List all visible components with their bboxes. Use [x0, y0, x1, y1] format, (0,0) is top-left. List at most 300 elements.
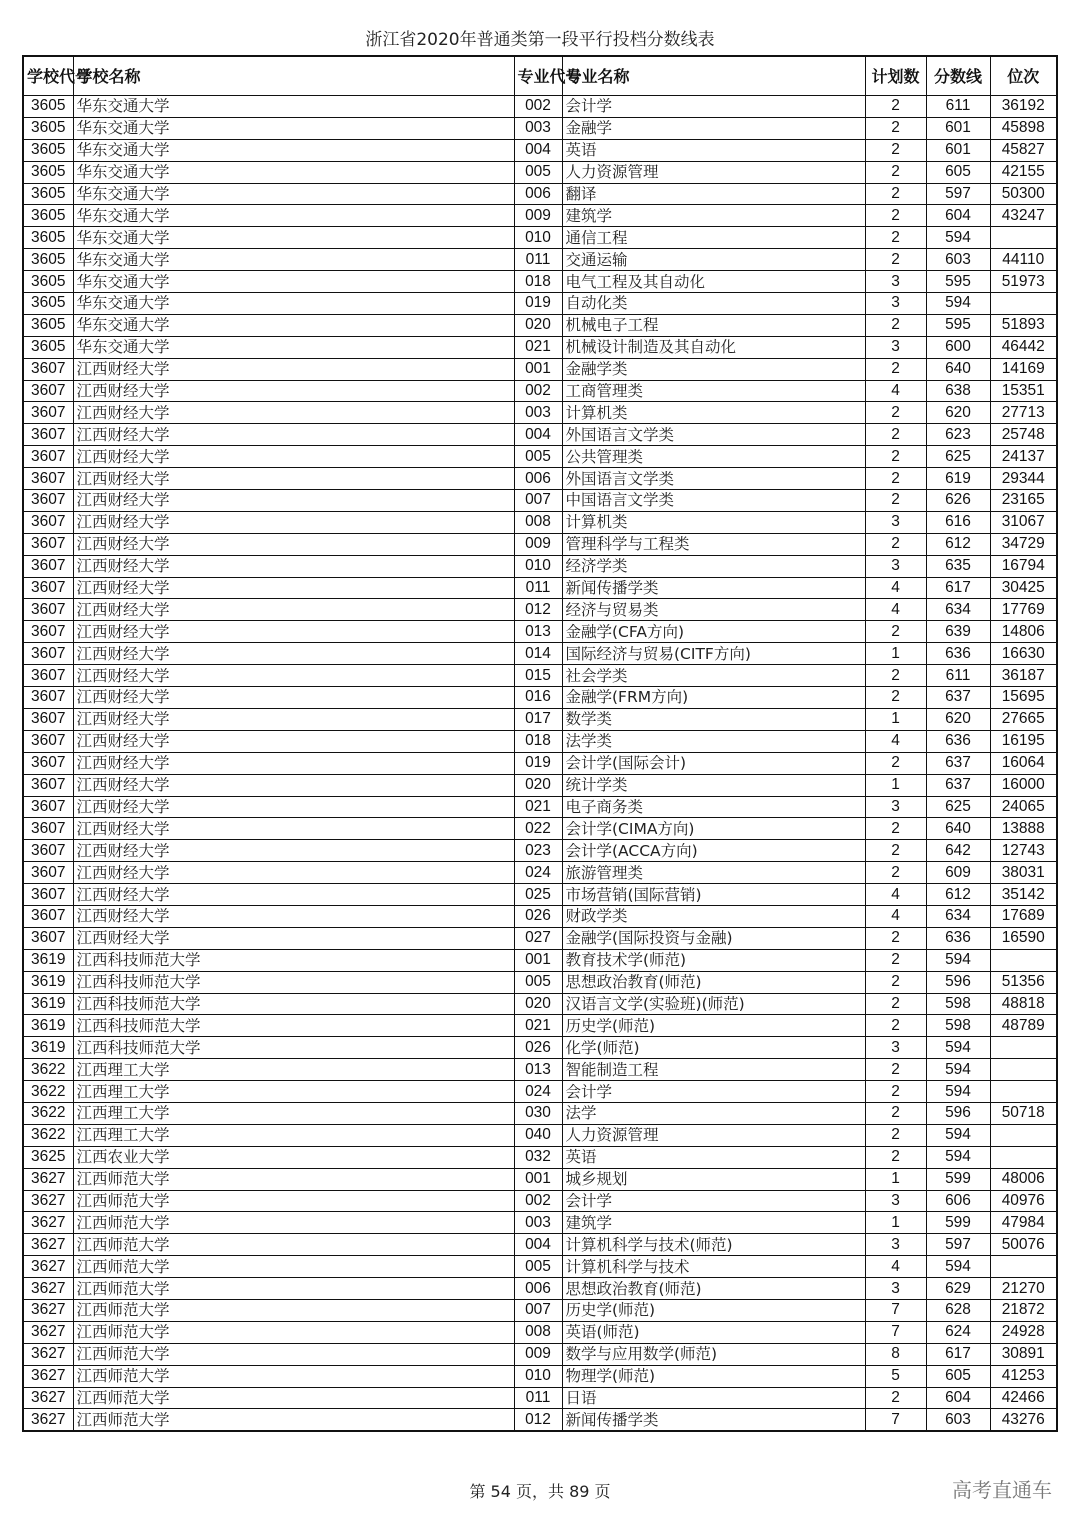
plan-cell: 1 [865, 708, 926, 730]
school-code-cell: 3607 [23, 862, 73, 884]
school-name-cell: 江西师范大学 [73, 1409, 514, 1431]
rank-cell: 21872 [990, 1299, 1057, 1321]
table-row [23, 993, 1057, 1015]
major-name-cell: 化学(师范) [562, 1037, 865, 1059]
major-code-cell: 012 [514, 599, 562, 621]
plan-cell: 3 [865, 1234, 926, 1256]
rank-cell: 16590 [990, 927, 1057, 949]
table-row [23, 161, 1057, 183]
school-code-cell: 3627 [23, 1256, 73, 1278]
rank-cell: 16000 [990, 774, 1057, 796]
major-code-cell: 025 [514, 884, 562, 906]
school-name-cell: 江西科技师范大学 [73, 971, 514, 993]
major-code-cell: 030 [514, 1102, 562, 1124]
major-code-cell: 004 [514, 424, 562, 446]
table-row [23, 336, 1057, 358]
major-code-cell: 010 [514, 227, 562, 249]
major-name-cell: 会计学(CIMA方向) [562, 818, 865, 840]
major-name-cell: 会计学 [562, 96, 865, 118]
rank-cell: 40976 [990, 1190, 1057, 1212]
school-name-cell: 江西财经大学 [73, 752, 514, 774]
score-cell: 597 [926, 183, 990, 205]
plan-cell: 3 [865, 1190, 926, 1212]
plan-cell: 2 [865, 117, 926, 139]
major-name-cell: 交通运输 [562, 249, 865, 271]
table-row [23, 796, 1057, 818]
school-name-cell: 江西财经大学 [73, 730, 514, 752]
rank-cell: 50718 [990, 1102, 1057, 1124]
table-row [23, 380, 1057, 402]
plan-cell: 2 [865, 752, 926, 774]
school-name-cell: 江西财经大学 [73, 446, 514, 468]
plan-cell: 3 [865, 293, 926, 315]
school-code-cell: 3607 [23, 490, 73, 512]
score-cell: 604 [926, 1387, 990, 1409]
plan-cell: 2 [865, 533, 926, 555]
score-cell: 619 [926, 468, 990, 490]
plan-cell: 2 [865, 862, 926, 884]
major-name-cell: 人力资源管理 [562, 161, 865, 183]
score-cell: 603 [926, 1409, 990, 1431]
plan-cell: 2 [865, 358, 926, 380]
school-code-cell: 3605 [23, 161, 73, 183]
major-code-cell: 010 [514, 555, 562, 577]
school-name-cell: 江西科技师范大学 [73, 993, 514, 1015]
major-name-cell: 法学类 [562, 730, 865, 752]
major-name-cell: 智能制造工程 [562, 1059, 865, 1081]
plan-cell: 1 [865, 643, 926, 665]
score-table [22, 55, 1058, 1432]
major-name-cell: 思想政治教育(师范) [562, 1278, 865, 1300]
score-cell: 637 [926, 774, 990, 796]
school-name-cell: 江西农业大学 [73, 1146, 514, 1168]
school-code-cell: 3619 [23, 993, 73, 1015]
score-cell: 594 [926, 1124, 990, 1146]
header-major-name: 专业名称 [562, 56, 865, 96]
major-code-cell: 002 [514, 96, 562, 118]
plan-cell: 2 [865, 249, 926, 271]
major-name-cell: 新闻传播学类 [562, 1409, 865, 1431]
major-name-cell: 英语 [562, 139, 865, 161]
major-code-cell: 005 [514, 446, 562, 468]
plan-cell: 1 [865, 1212, 926, 1234]
table-body [23, 96, 1057, 1432]
table-row [23, 402, 1057, 424]
plan-cell: 2 [865, 949, 926, 971]
major-code-cell: 007 [514, 490, 562, 512]
school-name-cell: 江西师范大学 [73, 1365, 514, 1387]
table-row [23, 1409, 1057, 1431]
score-cell: 636 [926, 643, 990, 665]
plan-cell: 2 [865, 205, 926, 227]
major-code-cell: 014 [514, 643, 562, 665]
rank-cell: 24928 [990, 1321, 1057, 1343]
table-row [23, 183, 1057, 205]
major-name-cell: 金融学(国际投资与金融) [562, 927, 865, 949]
school-code-cell: 3605 [23, 249, 73, 271]
plan-cell: 2 [865, 490, 926, 512]
school-name-cell: 江西财经大学 [73, 555, 514, 577]
school-name-cell: 江西科技师范大学 [73, 1037, 514, 1059]
major-name-cell: 中国语言文学类 [562, 490, 865, 512]
major-name-cell: 计算机类 [562, 511, 865, 533]
major-code-cell: 021 [514, 336, 562, 358]
major-code-cell: 022 [514, 818, 562, 840]
school-code-cell: 3607 [23, 818, 73, 840]
school-name-cell: 江西财经大学 [73, 490, 514, 512]
table-row [23, 818, 1057, 840]
major-name-cell: 日语 [562, 1387, 865, 1409]
plan-cell: 3 [865, 1278, 926, 1300]
table-row [23, 1124, 1057, 1146]
major-code-cell: 008 [514, 511, 562, 533]
score-cell: 639 [926, 621, 990, 643]
school-name-cell: 华东交通大学 [73, 117, 514, 139]
school-code-cell: 3605 [23, 205, 73, 227]
school-code-cell: 3605 [23, 183, 73, 205]
rank-cell: 16195 [990, 730, 1057, 752]
major-name-cell: 机械设计制造及其自动化 [562, 336, 865, 358]
plan-cell: 2 [865, 818, 926, 840]
school-code-cell: 3625 [23, 1146, 73, 1168]
major-code-cell: 008 [514, 1321, 562, 1343]
school-name-cell: 华东交通大学 [73, 227, 514, 249]
major-name-cell: 会计学 [562, 1190, 865, 1212]
rank-cell: 16794 [990, 555, 1057, 577]
school-name-cell: 华东交通大学 [73, 161, 514, 183]
score-cell: 603 [926, 249, 990, 271]
school-code-cell: 3607 [23, 533, 73, 555]
school-code-cell: 3627 [23, 1343, 73, 1365]
major-code-cell: 005 [514, 161, 562, 183]
rank-cell: 46442 [990, 336, 1057, 358]
rank-cell: 36187 [990, 665, 1057, 687]
school-name-cell: 江西财经大学 [73, 665, 514, 687]
school-code-cell: 3627 [23, 1409, 73, 1431]
score-cell: 596 [926, 1102, 990, 1124]
table-row [23, 1190, 1057, 1212]
school-code-cell: 3607 [23, 446, 73, 468]
table-row [23, 555, 1057, 577]
plan-cell: 4 [865, 905, 926, 927]
table-row [23, 205, 1057, 227]
school-name-cell: 江西师范大学 [73, 1212, 514, 1234]
table-row [23, 1278, 1057, 1300]
table-row [23, 927, 1057, 949]
school-name-cell: 江西财经大学 [73, 468, 514, 490]
plan-cell: 2 [865, 161, 926, 183]
plan-cell: 4 [865, 380, 926, 402]
rank-cell: 29344 [990, 468, 1057, 490]
school-code-cell: 3607 [23, 555, 73, 577]
table-row [23, 905, 1057, 927]
score-cell: 628 [926, 1299, 990, 1321]
score-cell: 594 [926, 1037, 990, 1059]
rank-cell: 16630 [990, 643, 1057, 665]
school-code-cell: 3605 [23, 96, 73, 118]
school-name-cell: 江西财经大学 [73, 884, 514, 906]
table-row [23, 1387, 1057, 1409]
major-code-cell: 026 [514, 1037, 562, 1059]
table-row [23, 577, 1057, 599]
school-name-cell: 江西理工大学 [73, 1124, 514, 1146]
table-row [23, 314, 1057, 336]
score-cell: 605 [926, 1365, 990, 1387]
rank-cell: 34729 [990, 533, 1057, 555]
score-cell: 617 [926, 1343, 990, 1365]
rank-cell: 51356 [990, 971, 1057, 993]
rank-cell: 30425 [990, 577, 1057, 599]
score-cell: 600 [926, 336, 990, 358]
school-code-cell: 3605 [23, 271, 73, 293]
table-row [23, 227, 1057, 249]
rank-cell: 35142 [990, 884, 1057, 906]
school-name-cell: 江西财经大学 [73, 533, 514, 555]
table-row [23, 293, 1057, 315]
rank-cell [990, 1081, 1057, 1103]
plan-cell: 7 [865, 1409, 926, 1431]
table-row [23, 774, 1057, 796]
major-name-cell: 自动化类 [562, 293, 865, 315]
score-cell: 611 [926, 665, 990, 687]
table-row [23, 1256, 1057, 1278]
table-row [23, 1212, 1057, 1234]
plan-cell: 3 [865, 555, 926, 577]
rank-cell: 31067 [990, 511, 1057, 533]
major-code-cell: 017 [514, 708, 562, 730]
rank-cell: 41253 [990, 1365, 1057, 1387]
score-cell: 625 [926, 796, 990, 818]
rank-cell: 48789 [990, 1015, 1057, 1037]
score-cell: 624 [926, 1321, 990, 1343]
major-name-cell: 金融学(CFA方向) [562, 621, 865, 643]
table-row [23, 96, 1057, 118]
major-name-cell: 管理科学与工程类 [562, 533, 865, 555]
score-cell: 594 [926, 293, 990, 315]
rank-cell: 51973 [990, 271, 1057, 293]
school-code-cell: 3605 [23, 314, 73, 336]
major-code-cell: 001 [514, 358, 562, 380]
plan-cell: 2 [865, 993, 926, 1015]
major-code-cell: 015 [514, 665, 562, 687]
header-rank: 位次 [990, 56, 1057, 96]
school-code-cell: 3627 [23, 1321, 73, 1343]
school-name-cell: 江西师范大学 [73, 1278, 514, 1300]
school-code-cell: 3619 [23, 949, 73, 971]
score-cell: 634 [926, 599, 990, 621]
major-code-cell: 019 [514, 752, 562, 774]
plan-cell: 3 [865, 336, 926, 358]
major-code-cell: 024 [514, 862, 562, 884]
school-code-cell: 3619 [23, 1037, 73, 1059]
school-code-cell: 3607 [23, 884, 73, 906]
rank-cell: 23165 [990, 490, 1057, 512]
major-name-cell: 历史学(师范) [562, 1299, 865, 1321]
plan-cell: 4 [865, 577, 926, 599]
score-cell: 612 [926, 884, 990, 906]
rank-cell: 27713 [990, 402, 1057, 424]
score-cell: 609 [926, 862, 990, 884]
rank-cell [990, 1256, 1057, 1278]
school-code-cell: 3605 [23, 117, 73, 139]
major-code-cell: 005 [514, 971, 562, 993]
major-code-cell: 026 [514, 905, 562, 927]
rank-cell: 15695 [990, 687, 1057, 709]
major-code-cell: 003 [514, 402, 562, 424]
rank-cell [990, 1146, 1057, 1168]
table-row [23, 1146, 1057, 1168]
plan-cell: 7 [865, 1299, 926, 1321]
major-name-cell: 电气工程及其自动化 [562, 271, 865, 293]
school-code-cell: 3619 [23, 1015, 73, 1037]
school-name-cell: 江西财经大学 [73, 796, 514, 818]
score-cell: 594 [926, 1059, 990, 1081]
school-code-cell: 3607 [23, 905, 73, 927]
rank-cell [990, 227, 1057, 249]
school-code-cell: 3627 [23, 1299, 73, 1321]
score-cell: 595 [926, 271, 990, 293]
plan-cell: 2 [865, 1059, 926, 1081]
score-cell: 611 [926, 96, 990, 118]
major-name-cell: 会计学 [562, 1081, 865, 1103]
plan-cell: 2 [865, 1081, 926, 1103]
school-code-cell: 3607 [23, 621, 73, 643]
table-row [23, 446, 1057, 468]
major-code-cell: 021 [514, 1015, 562, 1037]
rank-cell: 45827 [990, 139, 1057, 161]
rank-cell [990, 1037, 1057, 1059]
plan-cell: 7 [865, 1321, 926, 1343]
school-name-cell: 华东交通大学 [73, 96, 514, 118]
major-code-cell: 009 [514, 1343, 562, 1365]
rank-cell: 48006 [990, 1168, 1057, 1190]
school-code-cell: 3607 [23, 358, 73, 380]
school-name-cell: 江西理工大学 [73, 1102, 514, 1124]
major-code-cell: 009 [514, 533, 562, 555]
school-code-cell: 3627 [23, 1190, 73, 1212]
rank-cell: 43247 [990, 205, 1057, 227]
plan-cell: 2 [865, 971, 926, 993]
rank-cell: 44110 [990, 249, 1057, 271]
table-row [23, 117, 1057, 139]
table-row [23, 468, 1057, 490]
rank-cell: 50300 [990, 183, 1057, 205]
major-code-cell: 040 [514, 1124, 562, 1146]
score-cell: 637 [926, 752, 990, 774]
major-name-cell: 物理学(师范) [562, 1365, 865, 1387]
major-name-cell: 通信工程 [562, 227, 865, 249]
score-cell: 640 [926, 818, 990, 840]
major-code-cell: 018 [514, 730, 562, 752]
rank-cell: 36192 [990, 96, 1057, 118]
major-code-cell: 005 [514, 1256, 562, 1278]
plan-cell: 2 [865, 1387, 926, 1409]
major-name-cell: 计算机科学与技术 [562, 1256, 865, 1278]
score-cell: 629 [926, 1278, 990, 1300]
plan-cell: 4 [865, 599, 926, 621]
school-code-cell: 3605 [23, 336, 73, 358]
school-code-cell: 3622 [23, 1081, 73, 1103]
major-name-cell: 统计学类 [562, 774, 865, 796]
school-name-cell: 江西科技师范大学 [73, 949, 514, 971]
table-row [23, 599, 1057, 621]
score-cell: 594 [926, 949, 990, 971]
major-name-cell: 机械电子工程 [562, 314, 865, 336]
score-cell: 605 [926, 161, 990, 183]
rank-cell [990, 1059, 1057, 1081]
school-code-cell: 3622 [23, 1059, 73, 1081]
rank-cell: 50076 [990, 1234, 1057, 1256]
major-code-cell: 002 [514, 380, 562, 402]
school-name-cell: 江西师范大学 [73, 1387, 514, 1409]
school-code-cell: 3607 [23, 380, 73, 402]
score-cell: 601 [926, 139, 990, 161]
table-row [23, 1081, 1057, 1103]
rank-cell: 14169 [990, 358, 1057, 380]
score-cell: 606 [926, 1190, 990, 1212]
score-cell: 594 [926, 227, 990, 249]
school-code-cell: 3607 [23, 599, 73, 621]
plan-cell: 2 [865, 424, 926, 446]
major-name-cell: 国际经济与贸易(CITF方向) [562, 643, 865, 665]
major-name-cell: 财政学类 [562, 905, 865, 927]
school-code-cell: 3607 [23, 687, 73, 709]
major-code-cell: 013 [514, 621, 562, 643]
plan-cell: 2 [865, 314, 926, 336]
plan-cell: 2 [865, 665, 926, 687]
major-code-cell: 001 [514, 949, 562, 971]
rank-cell: 27665 [990, 708, 1057, 730]
plan-cell: 5 [865, 1365, 926, 1387]
table-row [23, 1234, 1057, 1256]
major-name-cell: 外国语言文学类 [562, 424, 865, 446]
table-row [23, 490, 1057, 512]
table-row [23, 533, 1057, 555]
major-code-cell: 023 [514, 840, 562, 862]
score-cell: 642 [926, 840, 990, 862]
major-name-cell: 外国语言文学类 [562, 468, 865, 490]
score-cell: 617 [926, 577, 990, 599]
major-name-cell: 工商管理类 [562, 380, 865, 402]
table-row [23, 1102, 1057, 1124]
major-code-cell: 024 [514, 1081, 562, 1103]
score-cell: 596 [926, 971, 990, 993]
rank-cell: 12743 [990, 840, 1057, 862]
major-code-cell: 011 [514, 577, 562, 599]
table-row [23, 139, 1057, 161]
major-code-cell: 003 [514, 1212, 562, 1234]
school-name-cell: 江西财经大学 [73, 621, 514, 643]
plan-cell: 3 [865, 1037, 926, 1059]
major-code-cell: 003 [514, 117, 562, 139]
school-name-cell: 江西财经大学 [73, 380, 514, 402]
score-cell: 601 [926, 117, 990, 139]
school-name-cell: 江西财经大学 [73, 687, 514, 709]
rank-cell: 16064 [990, 752, 1057, 774]
school-name-cell: 华东交通大学 [73, 205, 514, 227]
table-row [23, 643, 1057, 665]
score-cell: 635 [926, 555, 990, 577]
school-name-cell: 江西财经大学 [73, 840, 514, 862]
rank-cell: 43276 [990, 1409, 1057, 1431]
plan-cell: 1 [865, 1168, 926, 1190]
header-major-code: 专业代号 [514, 56, 562, 96]
plan-cell: 2 [865, 446, 926, 468]
rank-cell: 42155 [990, 161, 1057, 183]
major-name-cell: 建筑学 [562, 205, 865, 227]
plan-cell: 8 [865, 1343, 926, 1365]
school-code-cell: 3627 [23, 1387, 73, 1409]
